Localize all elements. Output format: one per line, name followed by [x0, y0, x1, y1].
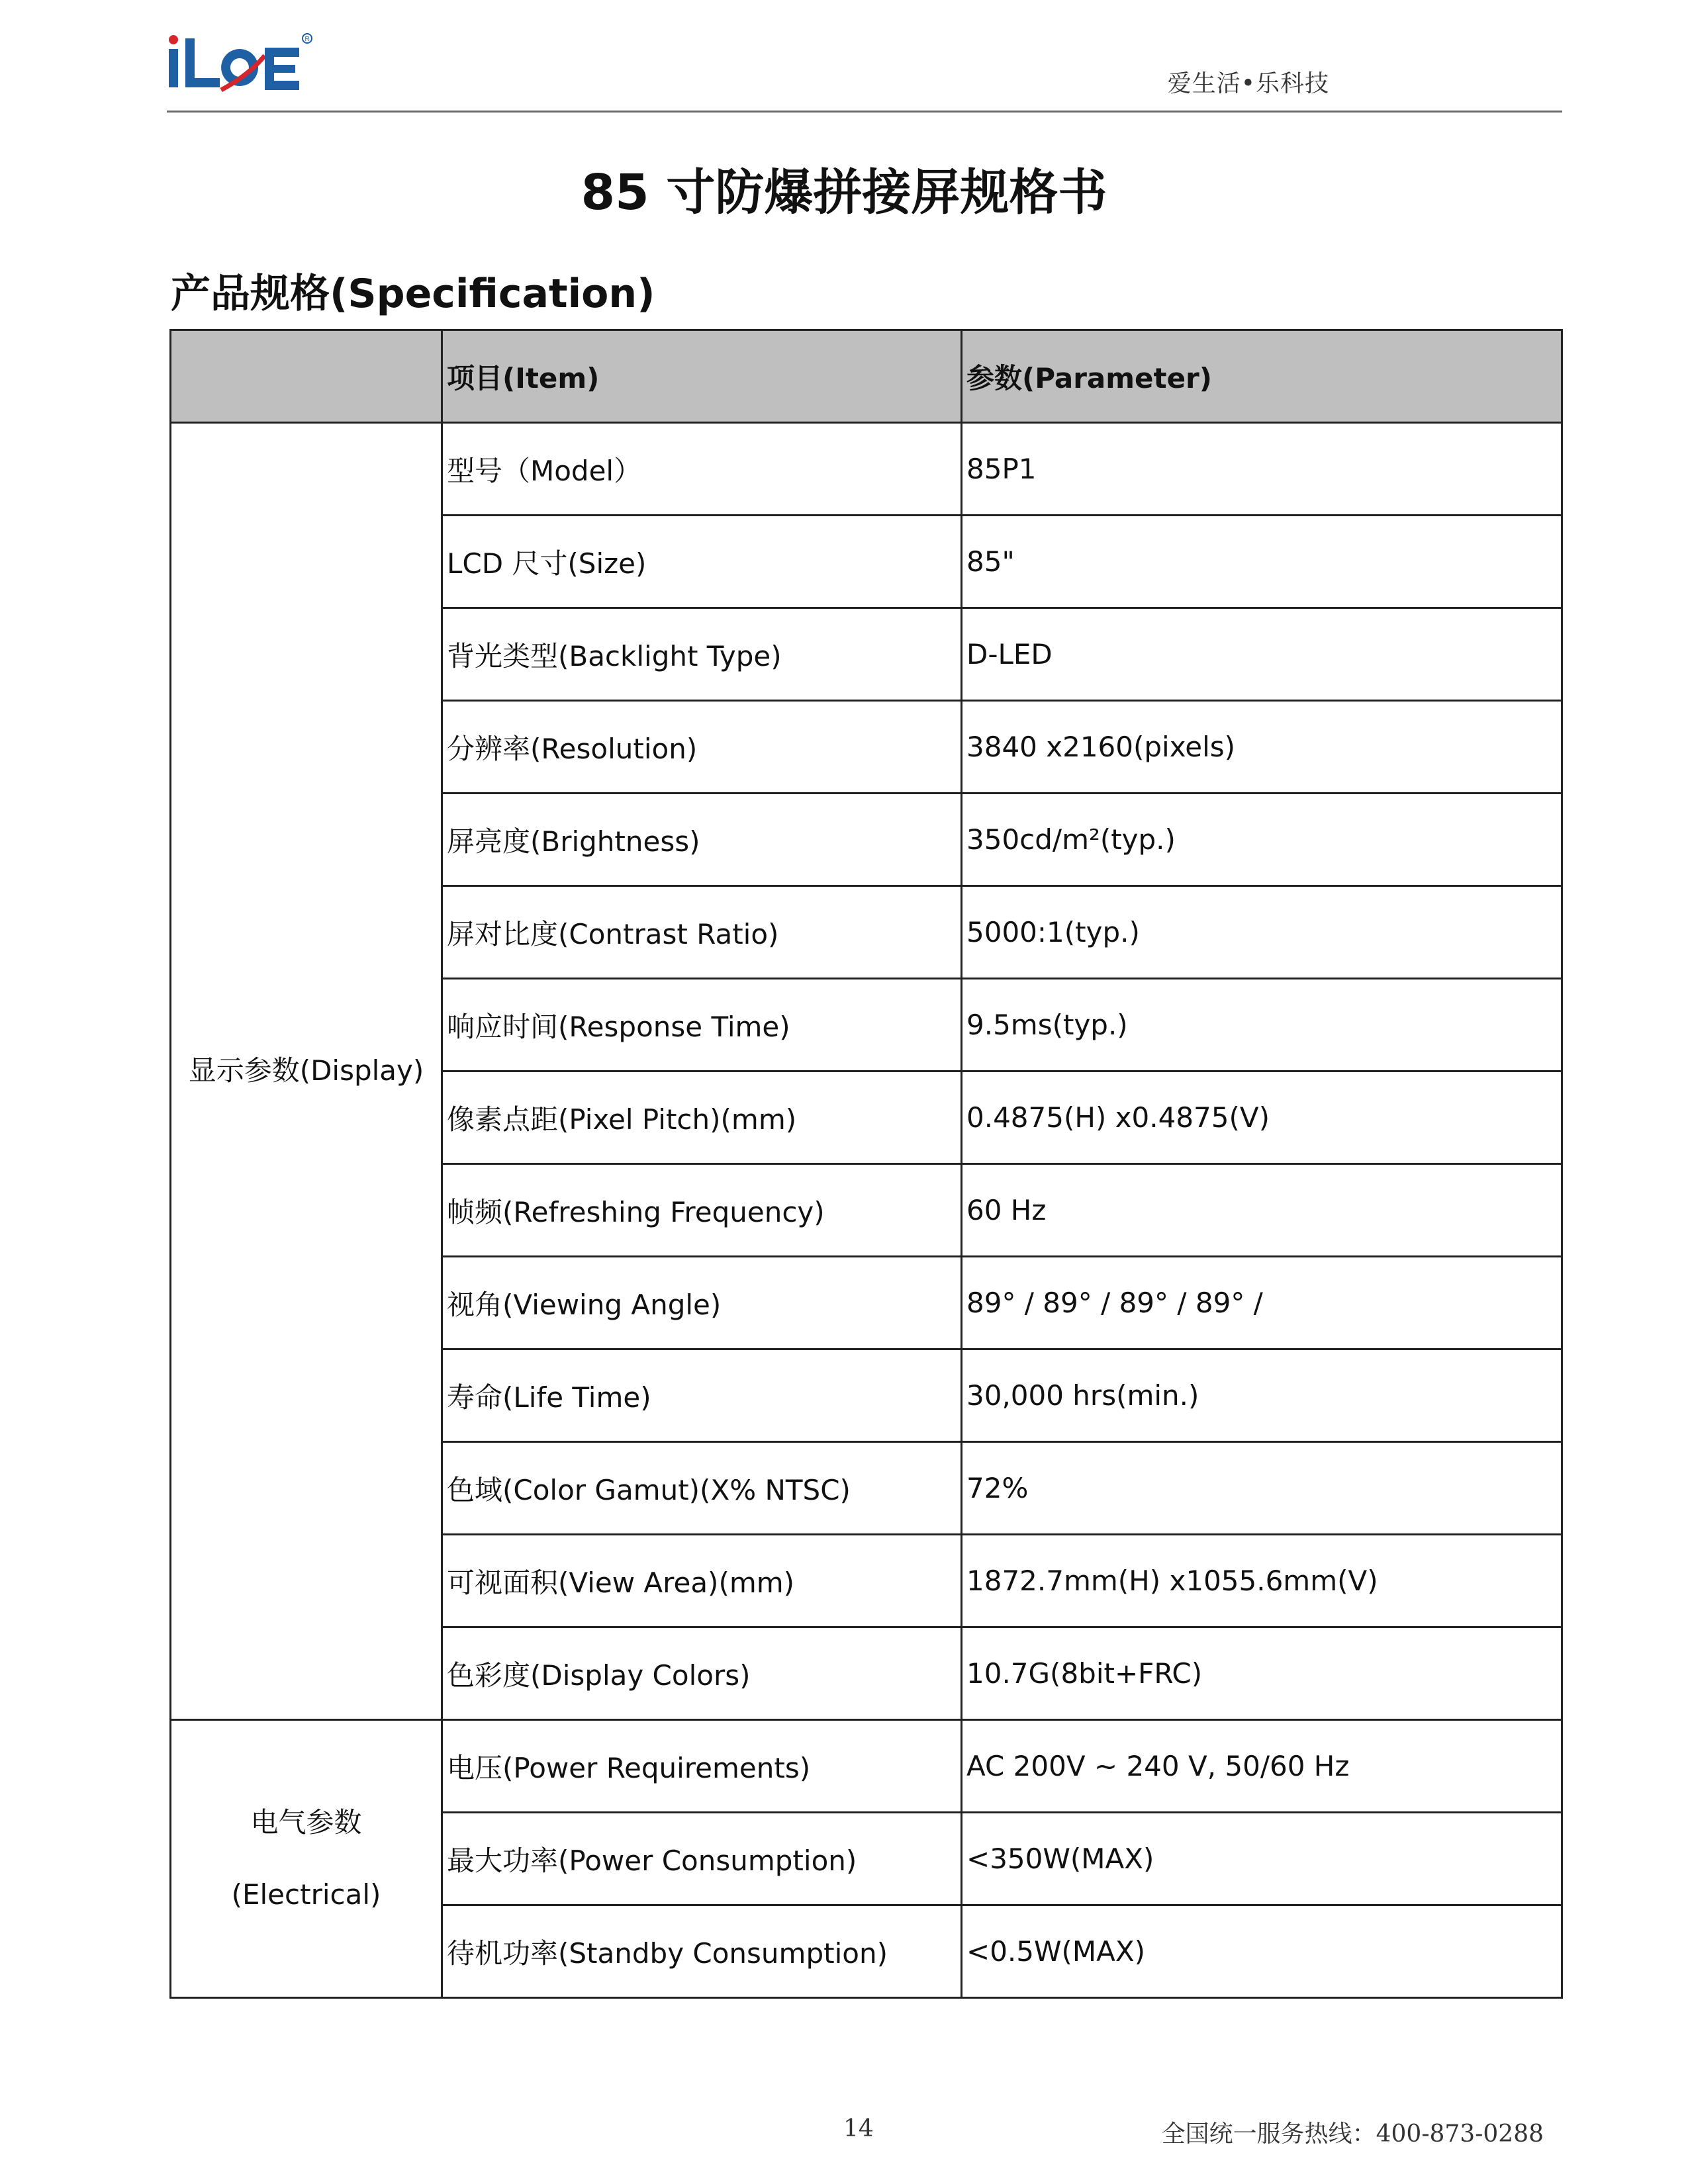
item-cell: 型号（Model） [442, 423, 962, 516]
table-row [171, 1720, 1562, 1813]
service-hotline: 全国统一服务热线：400-873-0288 [1161, 2120, 1544, 2148]
parameter-cell: 10.7G(8bit+FRC) [962, 1627, 1562, 1720]
company-slogan: 爱生活•乐科技 [1167, 70, 1329, 97]
header-divider [167, 111, 1562, 113]
category-electrical-cell [171, 1720, 442, 1998]
item-cell: 屏亮度(Brightness) [442, 794, 962, 886]
parameter-cell: 0.4875(H) x0.4875(V) [962, 1071, 1562, 1164]
company-logo [165, 29, 324, 95]
item-cell: LCD 尺寸(Size) [442, 516, 962, 608]
parameter-cell: 85" [962, 516, 1562, 608]
logo-l [185, 38, 220, 87]
header-category-cell [171, 330, 442, 423]
logo-dot [169, 35, 178, 44]
item-cell: 像素点距(Pixel Pitch)(mm) [442, 1071, 962, 1164]
parameter-cell: <0.5W(MAX) [962, 1905, 1562, 1998]
logo-i-stem [169, 49, 178, 87]
header-parameter-cell: 参数(Parameter) [962, 330, 1562, 423]
specification-table [169, 329, 1563, 1999]
item-cell: 视角(Viewing Angle) [442, 1257, 962, 1349]
item-cell: 帧频(Refreshing Frequency) [442, 1164, 962, 1257]
table-row [171, 423, 1562, 516]
section-title: 产品规格(Specification) [171, 271, 655, 317]
category-label: 显示参数(Display) [188, 1054, 424, 1087]
parameter-cell: 30,000 hrs(min.) [962, 1349, 1562, 1442]
parameter-cell: D-LED [962, 608, 1562, 701]
item-cell: 色彩度(Display Colors) [442, 1627, 962, 1720]
item-cell: 响应时间(Response Time) [442, 979, 962, 1071]
header-item-cell: 项目(Item) [442, 330, 962, 423]
parameter-cell: 3840 x2160(pixels) [962, 701, 1562, 794]
category-label: (Electrical) [231, 1878, 381, 1911]
parameter-cell: AC 200V ~ 240 V, 50/60 Hz [962, 1720, 1562, 1813]
parameter-cell: 9.5ms(typ.) [962, 979, 1562, 1071]
item-cell: 电压(Power Requirements) [442, 1720, 962, 1813]
category-spacer [171, 1840, 441, 1878]
item-cell: 最大功率(Power Consumption) [442, 1813, 962, 1905]
logo-e [265, 48, 299, 90]
parameter-cell: 60 Hz [962, 1164, 1562, 1257]
parameter-cell: 85P1 [962, 423, 1562, 516]
item-cell: 可视面积(View Area)(mm) [442, 1535, 962, 1627]
svg-text:R: R [305, 36, 310, 43]
category-display-cell [171, 423, 442, 1720]
category-label: 电气参数 [250, 1806, 362, 1839]
parameter-cell: 1872.7mm(H) x1055.6mm(V) [962, 1535, 1562, 1627]
table-header-row [171, 330, 1562, 423]
item-cell: 分辨率(Resolution) [442, 701, 962, 794]
parameter-cell: 89° / 89° / 89° / 89° / [962, 1257, 1562, 1349]
parameter-cell: 72% [962, 1442, 1562, 1535]
parameter-cell: 5000:1(typ.) [962, 886, 1562, 979]
item-cell: 屏对比度(Contrast Ratio) [442, 886, 962, 979]
item-cell: 待机功率(Standby Consumption) [442, 1905, 962, 1998]
item-cell: 寿命(Life Time) [442, 1349, 962, 1442]
document-title: 85 寸防爆拼接屏规格书 [581, 164, 1107, 221]
parameter-cell: <350W(MAX) [962, 1813, 1562, 1905]
item-cell: 色域(Color Gamut)(X% NTSC) [442, 1442, 962, 1535]
item-cell: 背光类型(Backlight Type) [442, 608, 962, 701]
parameter-cell: 350cd/m²(typ.) [962, 794, 1562, 886]
page-number: 14 [843, 2115, 874, 2142]
